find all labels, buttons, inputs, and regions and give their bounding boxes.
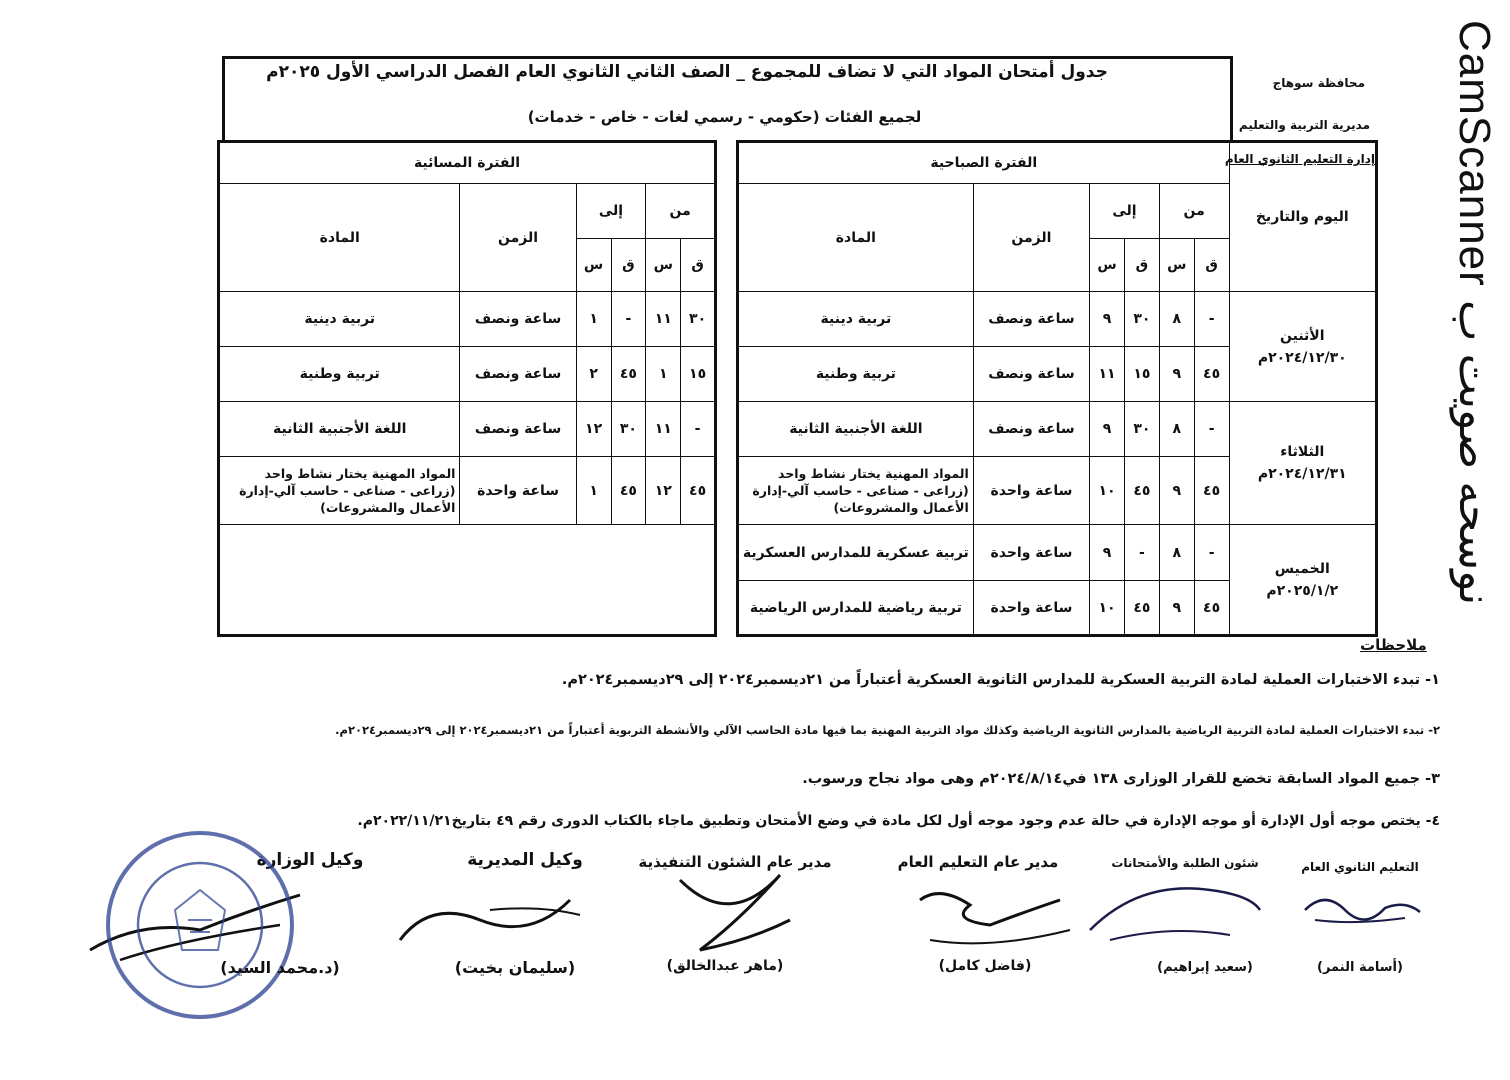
subject-line: المواد المهنية يختار نشاط واحد bbox=[264, 466, 456, 481]
table-cell: ١٢ bbox=[576, 402, 611, 457]
table-cell: ٣٠ bbox=[1124, 292, 1159, 347]
table-cell: ٩ bbox=[1159, 457, 1194, 525]
signature-title: وكيل الوزارة bbox=[256, 850, 364, 870]
signature-mark-1 bbox=[1295, 880, 1435, 940]
signature-mark-4 bbox=[660, 860, 810, 960]
evening-period-header: الفترة المسائية bbox=[219, 142, 716, 184]
signature-name: (أسامة النمر) bbox=[1317, 960, 1403, 975]
empty-cell bbox=[219, 525, 716, 636]
day-name: الثلاثاء bbox=[1280, 444, 1325, 460]
table-cell: ٣٠ bbox=[681, 292, 716, 347]
table-cell: ساعة ونصف bbox=[973, 402, 1089, 457]
table-cell: ٨ bbox=[1159, 402, 1194, 457]
table-cell: ٢ bbox=[576, 347, 611, 402]
note-item: ٢- تبدء الاختبارات العملية لمادة التربية الرياضية بالمدارس الثانوية الرياضية وكذلك مواد التربية المهنية بما فيها مادة الحاسب الآلي والأنشطة التربوية أعتباراً من ٢١ديسمبر٢٠٢٤ إلى ٢٩ديسمبر٢٠٢٤م. bbox=[335, 723, 1440, 737]
morning-to-header: إلى bbox=[1090, 184, 1160, 239]
morning-period-header: الفترة الصباحية bbox=[738, 142, 1230, 184]
table-cell: ٣٠ bbox=[1124, 402, 1159, 457]
table-cell: ٤٥ bbox=[1124, 457, 1159, 525]
table-cell: تربية عسكرية للمدارس العسكرية bbox=[738, 525, 974, 581]
subject-line: المواد المهنية يختار نشاط واحد bbox=[777, 466, 969, 481]
table-cell: ٤٥ bbox=[611, 347, 646, 402]
table-cell: ١١ bbox=[1090, 347, 1125, 402]
table-cell: ٩ bbox=[1090, 292, 1125, 347]
table-cell bbox=[738, 457, 974, 525]
table-cell: ٩ bbox=[1090, 525, 1125, 581]
signature-title: التعليم الثانوي العام bbox=[1301, 860, 1419, 874]
table-cell: ١ bbox=[646, 347, 681, 402]
day-date: ٢٠٢٤/١٢/٣١م bbox=[1257, 466, 1347, 482]
table-cell: ساعة ونصف bbox=[973, 347, 1089, 402]
signature-name: (ماهر عبدالخالق) bbox=[666, 958, 784, 974]
table-cell: تربية دينية bbox=[219, 292, 460, 347]
evening-schedule-table bbox=[217, 140, 717, 637]
morning-from-hour-header: س bbox=[1159, 239, 1194, 292]
signature-mark-2 bbox=[1080, 870, 1270, 960]
table-cell: اللغة الأجنبية الثانية bbox=[219, 402, 460, 457]
table-cell: ٩ bbox=[1159, 581, 1194, 636]
morning-duration-header: الزمن bbox=[973, 184, 1089, 292]
table-cell: ١١ bbox=[646, 292, 681, 347]
day-name: الخميس bbox=[1274, 560, 1330, 577]
department-label: إدارة التعليم الثانوي العام bbox=[1224, 152, 1375, 166]
table-cell: ١١ bbox=[646, 402, 681, 457]
subject-line: الأعمال والمشروعات) bbox=[320, 500, 456, 515]
subject-line: (زراعى - صناعى - حاسب آلي-إدارة bbox=[752, 483, 969, 498]
signature-title: شئون الطلبة والأمتحانات bbox=[1111, 856, 1259, 870]
signature-title: وكيل المديرية bbox=[467, 850, 583, 870]
directorate-label: مديرية التربية والتعليم bbox=[1238, 118, 1370, 132]
table-cell: ساعة واحدة bbox=[973, 457, 1089, 525]
table-cell: - bbox=[1124, 525, 1159, 581]
signature-name: (سليمان بخيت) bbox=[454, 958, 576, 977]
signature-mark-3 bbox=[910, 880, 1090, 960]
table-cell: ٤٥ bbox=[1194, 581, 1229, 636]
notes-title: ملاحظات bbox=[1360, 636, 1427, 654]
day-date: ٢٠٢٤/١٢/٣٠م bbox=[1257, 349, 1347, 366]
day-date-header: اليوم والتاريخ bbox=[1229, 142, 1376, 292]
day-name: الأثنين bbox=[1280, 327, 1325, 344]
table-cell: ٤٥ bbox=[611, 457, 646, 525]
table-cell: ٤٥ bbox=[681, 457, 716, 525]
table-cell: ١٥ bbox=[681, 347, 716, 402]
table-cell: تربية دينية bbox=[738, 292, 974, 347]
evening-duration-header: الزمن bbox=[460, 184, 576, 292]
table-cell: ٩ bbox=[1090, 402, 1125, 457]
table-cell: - bbox=[1194, 402, 1229, 457]
table-cell: - bbox=[1194, 525, 1229, 581]
table-cell: ١ bbox=[576, 292, 611, 347]
evening-subject-header: المادة bbox=[219, 184, 460, 292]
day-cell-thursday bbox=[1229, 525, 1376, 636]
evening-to-minute-header: ق bbox=[611, 239, 646, 292]
morning-from-header: من bbox=[1159, 184, 1229, 239]
table-cell: ٩ bbox=[1159, 347, 1194, 402]
day-cell-monday bbox=[1229, 292, 1376, 402]
evening-to-header: إلى bbox=[576, 184, 646, 239]
evening-from-minute-header: ق bbox=[681, 239, 716, 292]
morning-schedule-table bbox=[736, 140, 1378, 637]
morning-to-minute-header: ق bbox=[1124, 239, 1159, 292]
table-cell: ٤٥ bbox=[1124, 581, 1159, 636]
morning-subject-header: المادة bbox=[738, 184, 974, 292]
day-date: ٢٠٢٥/١/٢م bbox=[1266, 582, 1339, 599]
table-cell bbox=[219, 457, 460, 525]
table-cell: - bbox=[611, 292, 646, 347]
table-cell: اللغة الأجنبية الثانية bbox=[738, 402, 974, 457]
table-cell: ٤٥ bbox=[1194, 347, 1229, 402]
signature-name: (فاضل كامل) bbox=[938, 958, 1032, 974]
morning-to-hour-header: س bbox=[1090, 239, 1125, 292]
note-item: ١- تبدء الاختبارات العملية لمادة التربية العسكرية للمدارس الثانوية العسكرية أعتباراً من ٢١ديسمبر٢٠٢٤ إلى ٢٩ديسمبر٢٠٢٤م. bbox=[561, 672, 1440, 688]
table-cell: ١٢ bbox=[646, 457, 681, 525]
table-cell: ساعة واحدة bbox=[973, 581, 1089, 636]
signature-title: مدير عام الشئون التنفيذية bbox=[638, 853, 832, 871]
signature-name: (د.محمد السيد) bbox=[220, 958, 340, 977]
table-cell: ٣٠ bbox=[611, 402, 646, 457]
table-cell: ساعة ونصف bbox=[460, 292, 576, 347]
table-cell: ١٥ bbox=[1124, 347, 1159, 402]
evening-from-header: من bbox=[646, 184, 716, 239]
table-cell: تربية وطنية bbox=[738, 347, 974, 402]
table-cell: ٤٥ bbox=[1194, 457, 1229, 525]
table-cell: تربية وطنية bbox=[219, 347, 460, 402]
subject-line: (زراعى - صناعى - حاسب آلي-إدارة bbox=[239, 483, 456, 498]
table-cell: ساعة ونصف bbox=[460, 402, 576, 457]
official-stamp bbox=[100, 820, 300, 1030]
note-item: ٣- جميع المواد السابقة تخضع للقرار الوزارى ١٣٨ في٢٠٢٤/٨/١٤م وهى مواد نجاح ورسوب. bbox=[802, 771, 1440, 787]
table-cell: ساعة ونصف bbox=[460, 347, 576, 402]
table-cell: - bbox=[681, 402, 716, 457]
table-cell: ساعة واحدة bbox=[973, 525, 1089, 581]
table-cell: - bbox=[1194, 292, 1229, 347]
morning-from-minute-header: ق bbox=[1194, 239, 1229, 292]
signature-title: مدير عام التعليم العام bbox=[897, 853, 1059, 871]
table-cell: ١٠ bbox=[1090, 581, 1125, 636]
table-cell: ٨ bbox=[1159, 525, 1194, 581]
signature-mark-5 bbox=[390, 880, 590, 970]
subject-line: الأعمال والمشروعات) bbox=[833, 500, 969, 515]
table-cell: تربية رياضية للمدارس الرياضية bbox=[738, 581, 974, 636]
table-cell: ١٠ bbox=[1090, 457, 1125, 525]
governorate-label: محافظة سوهاج bbox=[1272, 76, 1365, 90]
camscanner-watermark: CamScanner نوسحه صويت ب bbox=[1450, 20, 1499, 606]
page-title: جدول أمتحان المواد التي لا تضاف للمجموع _ الصف الثاني الثانوي العام الفصل الدراسي الأول ٢٠٢٥م bbox=[266, 62, 1108, 82]
page-subtitle: لجميع الفئات (حكومي - رسمي لغات - خاص - خدمات) bbox=[527, 108, 922, 126]
note-item: ٤- يختص موجه أول الإدارة أو موجه الإدارة في حالة عدم وجود موجه أول لكل مادة في وضع الأمتحان وتطبيق ماجاء بالكتاب الدورى رقم ٤٩ بتاريخ٢٠٢٢/١١/٢١م. bbox=[357, 813, 1440, 829]
evening-to-hour-header: س bbox=[576, 239, 611, 292]
table-cell: ٨ bbox=[1159, 292, 1194, 347]
table-cell: ساعة ونصف bbox=[973, 292, 1089, 347]
table-cell: ساعة واحدة bbox=[460, 457, 576, 525]
day-cell-tuesday bbox=[1229, 402, 1376, 525]
table-cell: ١ bbox=[576, 457, 611, 525]
signature-name: (سعيد إبراهيم) bbox=[1157, 960, 1253, 975]
evening-from-hour-header: س bbox=[646, 239, 681, 292]
